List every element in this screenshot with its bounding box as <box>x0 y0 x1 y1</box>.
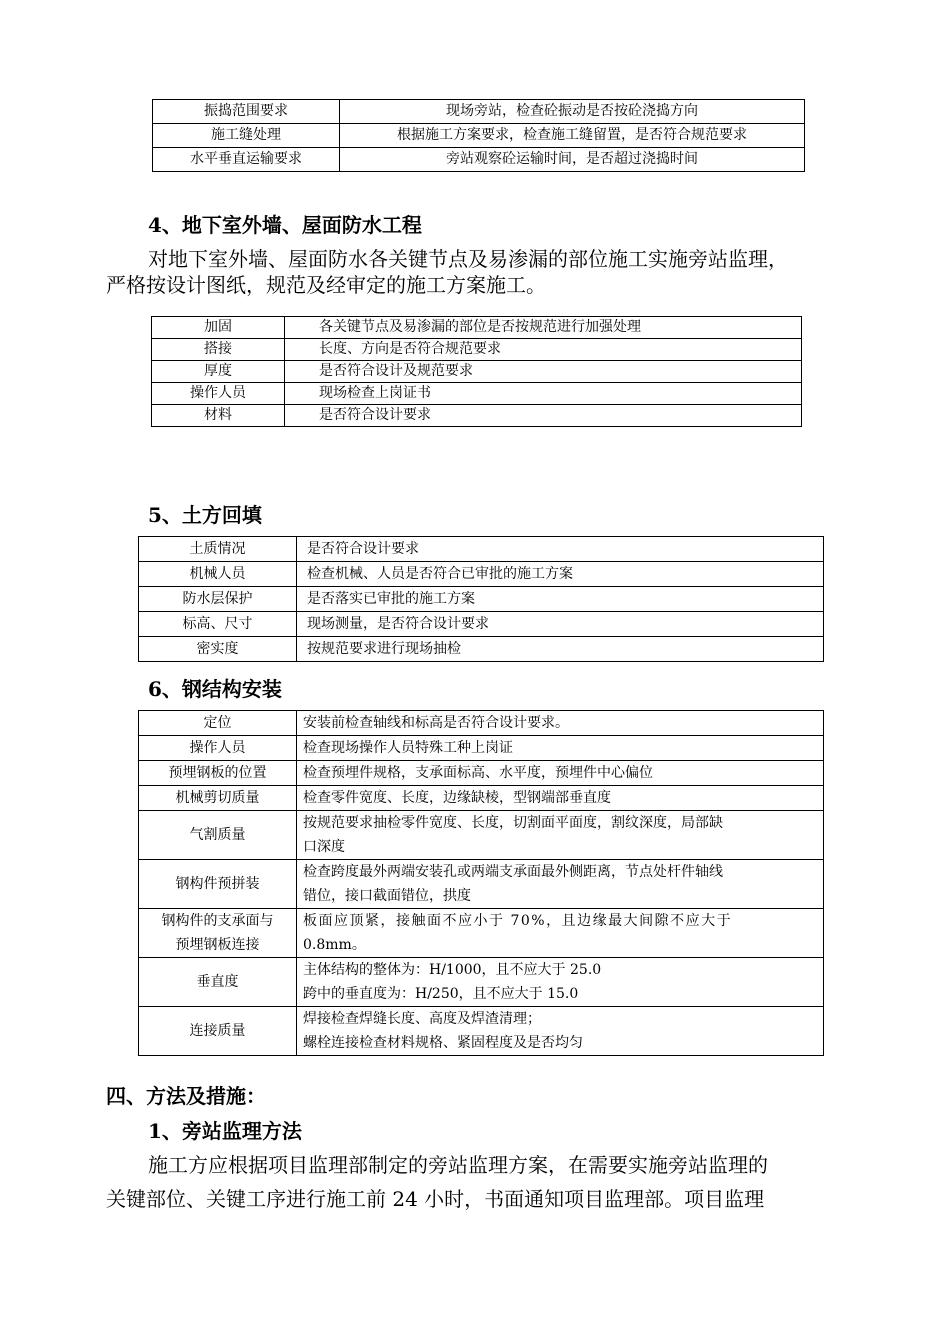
table-cell-item: 连接质量 <box>139 1007 297 1056</box>
table-cell-item <box>139 909 297 958</box>
section-6-heading: 6、钢结构安装 <box>148 677 282 701</box>
table-cell-item: 预埋钢板的位置 <box>139 761 297 786</box>
table-cell-desc <box>297 761 824 786</box>
table-cell-desc: 各关键节点及易渗漏的部位是否按规范进行加强处理 <box>285 317 802 339</box>
table-row <box>139 1007 824 1056</box>
table-cell-desc: 检查机械、人员是否符合已审批的施工方案 <box>297 562 824 587</box>
table-row <box>153 124 805 148</box>
table-cell-desc: 是否符合设计及规范要求 <box>285 361 802 383</box>
table-row <box>139 612 824 637</box>
desc-line: 螺栓连接检查材料规格、紧固程度及是否均匀 <box>303 1035 583 1051</box>
table-cell-item: 土质情况 <box>139 537 297 562</box>
desc-line: 板面应顶紧，接触面不应小于 70%，且边缘最大间隙不应大于 <box>303 913 733 929</box>
table-row <box>152 339 802 361</box>
table-cell-item: 气割质量 <box>139 811 297 860</box>
table-cell-desc <box>297 811 824 860</box>
table-row <box>153 148 805 172</box>
table-row <box>139 811 824 860</box>
table-row <box>139 711 824 736</box>
table-cell-desc: 现场旁站，检查砼振动是否按砼浇捣方向 <box>340 100 805 124</box>
table-cell-item: 防水层保护 <box>139 587 297 612</box>
desc-line: 主体结构的整体为：H/1000，且不应大于 25.0 <box>303 962 602 978</box>
item-line: 预埋钢板连接 <box>175 937 260 953</box>
section-iv-subheading: 1、旁站监理方法 <box>148 1119 302 1143</box>
desc-line: 安装前检查轴线和标高是否符合设计要求。 <box>303 715 569 731</box>
table-cell-desc: 是否符合设计要求 <box>285 405 802 427</box>
desc-line: 检查跨度最外两端安装孔或两端支承面最外侧距离，节点处杆件轴线 <box>303 864 723 880</box>
desc-line: 口深度 <box>303 839 345 855</box>
table-row <box>139 562 824 587</box>
section-4-paragraph-line-1: 对地下室外墙、屋面防水各关键节点及易渗漏的部位施工实施旁站监理， <box>148 247 788 271</box>
desc-line: 跨中的垂直度为：H/250，且不应大于 15.0 <box>303 986 579 1002</box>
table-row <box>152 383 802 405</box>
table-cell-desc: 旁站观察砼运输时间，是否超过浇捣时间 <box>340 148 805 172</box>
table-cell-desc: 是否落实已审批的施工方案 <box>297 587 824 612</box>
table-cell-desc <box>297 860 824 909</box>
table-row <box>139 786 824 811</box>
section-iv-paragraph-line-2: 关键部位、关键工序进行施工前 24 小时，书面通知项目监理部。项目监理 <box>106 1187 765 1211</box>
section-iv-paragraph-line-1: 施工方应根据项目监理部制定的旁站监理方案，在需要实施旁站监理的 <box>148 1153 768 1177</box>
desc-line: 检查零件宽度、长度，边缘缺棱，型钢端部垂直度 <box>303 790 611 806</box>
table-row <box>139 761 824 786</box>
table-cell-item: 施工缝处理 <box>153 124 340 148</box>
table-cell-item: 定位 <box>139 711 297 736</box>
steel-structure-table <box>138 710 824 1056</box>
table-row <box>152 361 802 383</box>
table-row <box>152 405 802 427</box>
section-iv-heading: 四、方法及措施： <box>106 1084 266 1108</box>
table-cell-desc <box>297 786 824 811</box>
table-cell-desc: 是否符合设计要求 <box>297 537 824 562</box>
table-row <box>152 317 802 339</box>
desc-line: 错位，接口截面错位，拱度 <box>303 888 471 904</box>
table-row <box>139 860 824 909</box>
table-row <box>139 909 824 958</box>
table-row <box>139 637 824 662</box>
table-cell-item: 材料 <box>152 405 285 427</box>
table-cell-desc <box>297 711 824 736</box>
table-row <box>139 537 824 562</box>
table-cell-desc: 按规范要求进行现场抽检 <box>297 637 824 662</box>
table-row <box>139 736 824 761</box>
table-cell-item: 厚度 <box>152 361 285 383</box>
table-cell-item: 振捣范围要求 <box>153 100 340 124</box>
concrete-supervision-table <box>152 99 805 172</box>
earth-backfill-table <box>138 536 824 662</box>
section-5-heading: 5、土方回填 <box>148 503 262 527</box>
table-cell-desc: 长度、方向是否符合规范要求 <box>285 339 802 361</box>
table-cell-desc <box>297 736 824 761</box>
table-cell-item: 密实度 <box>139 637 297 662</box>
table-cell-desc: 现场测量，是否符合设计要求 <box>297 612 824 637</box>
table-cell-item: 机械人员 <box>139 562 297 587</box>
table-row <box>153 100 805 124</box>
table-cell-item: 加固 <box>152 317 285 339</box>
table-cell-desc <box>297 958 824 1007</box>
table-cell-item: 机械剪切质量 <box>139 786 297 811</box>
table-cell-desc <box>297 909 824 958</box>
table-row <box>139 958 824 1007</box>
table-row <box>139 587 824 612</box>
table-cell-item: 操作人员 <box>152 383 285 405</box>
desc-line: 检查预埋件规格，支承面标高、水平度，预埋件中心偏位 <box>303 765 653 781</box>
desc-line: 检查现场操作人员特殊工种上岗证 <box>303 740 513 756</box>
table-cell-item: 标高、尺寸 <box>139 612 297 637</box>
desc-line: 按规范要求抽检零件宽度、长度，切割面平面度，割纹深度，局部缺 <box>303 815 723 831</box>
table-cell-item: 搭接 <box>152 339 285 361</box>
desc-line: 焊接检查焊缝长度、高度及焊渣清理； <box>303 1011 541 1027</box>
desc-line: 0.8mm。 <box>303 937 366 953</box>
table-cell-desc: 根据施工方案要求，检查施工缝留置，是否符合规范要求 <box>340 124 805 148</box>
table-cell-desc <box>297 1007 824 1056</box>
section-4-paragraph-line-2: 严格按设计图纸，规范及经审定的施工方案施工。 <box>106 273 546 297</box>
table-cell-desc: 现场检查上岗证书 <box>285 383 802 405</box>
table-cell-item: 水平垂直运输要求 <box>153 148 340 172</box>
section-4-heading: 4、地下室外墙、屋面防水工程 <box>148 213 422 237</box>
table-cell-item: 钢构件预拼装 <box>139 860 297 909</box>
item-line: 钢构件的支承面与 <box>161 913 274 929</box>
waterproofing-table <box>151 316 802 427</box>
table-cell-item: 垂直度 <box>139 958 297 1007</box>
table-cell-item: 操作人员 <box>139 736 297 761</box>
